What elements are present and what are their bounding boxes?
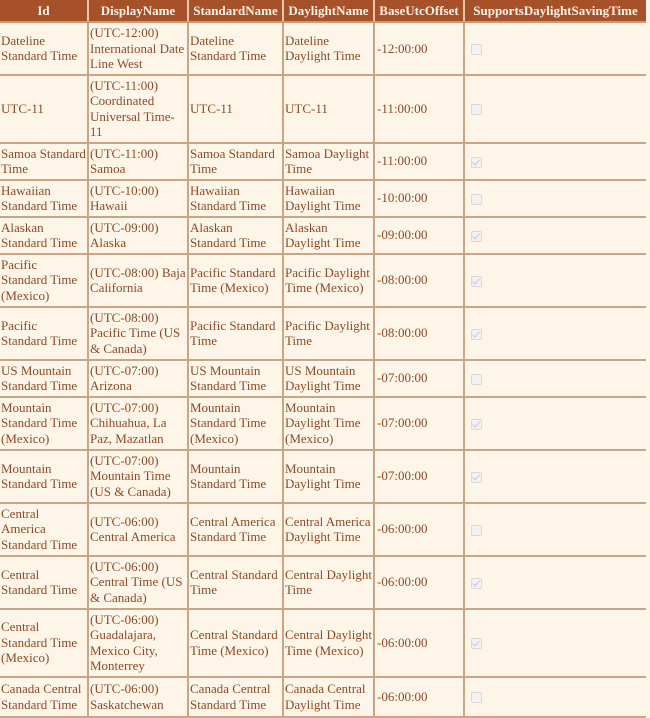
cell-baseutcoffset: -09:00:00 bbox=[374, 217, 464, 254]
checkbox-checked-icon[interactable] bbox=[471, 157, 482, 168]
cell-supportsdst bbox=[464, 143, 646, 180]
cell-id: US Mountain Standard Time bbox=[0, 360, 88, 397]
cell-id: Pacific Standard Time (Mexico) bbox=[0, 254, 88, 307]
cell-displayname: (UTC-07:00) Mountain Time (US & Canada) bbox=[88, 450, 188, 503]
table-row bbox=[0, 450, 646, 503]
cell-supportsdst bbox=[464, 254, 646, 307]
table-row bbox=[0, 180, 646, 217]
checkbox-checked-icon[interactable] bbox=[471, 638, 482, 649]
checkbox-checked-icon[interactable] bbox=[471, 231, 482, 242]
cell-displayname: (UTC-10:00) Hawaii bbox=[88, 180, 188, 217]
cell-standardname: Central America Standard Time bbox=[188, 503, 283, 556]
table-header bbox=[0, 0, 646, 22]
cell-displayname: (UTC-11:00) Coordinated Universal Time-11 bbox=[88, 75, 188, 143]
cell-id: Alaskan Standard Time bbox=[0, 217, 88, 254]
checkbox-checked-icon[interactable] bbox=[471, 419, 482, 430]
checkbox-unchecked-icon[interactable] bbox=[471, 525, 482, 536]
table-row bbox=[0, 143, 646, 180]
checkbox-unchecked-icon[interactable] bbox=[471, 692, 482, 703]
cell-id: Mountain Standard Time bbox=[0, 450, 88, 503]
cell-displayname: (UTC-06:00) Saskatchewan bbox=[88, 677, 188, 717]
checkbox-checked-icon[interactable] bbox=[471, 329, 482, 340]
cell-baseutcoffset: -07:00:00 bbox=[374, 360, 464, 397]
cell-daylightname: Mountain Daylight Time (Mexico) bbox=[283, 397, 374, 450]
cell-daylightname: Canada Central Daylight Time bbox=[283, 677, 374, 717]
cell-id: Central Standard Time (Mexico) bbox=[0, 609, 88, 677]
cell-id: UTC-11 bbox=[0, 75, 88, 143]
cell-standardname: Hawaiian Standard Time bbox=[188, 180, 283, 217]
table-row bbox=[0, 360, 646, 397]
cell-supportsdst bbox=[464, 75, 646, 143]
cell-daylightname: Pacific Daylight Time (Mexico) bbox=[283, 254, 374, 307]
cell-standardname: UTC-11 bbox=[188, 75, 283, 143]
cell-baseutcoffset: -08:00:00 bbox=[374, 254, 464, 307]
cell-id: Hawaiian Standard Time bbox=[0, 180, 88, 217]
cell-displayname: (UTC-06:00) Central America bbox=[88, 503, 188, 556]
table-row bbox=[0, 254, 646, 307]
cell-daylightname: Central Daylight Time bbox=[283, 556, 374, 609]
cell-baseutcoffset: -07:00:00 bbox=[374, 450, 464, 503]
cell-supportsdst bbox=[464, 556, 646, 609]
cell-standardname: Pacific Standard Time bbox=[188, 307, 283, 360]
cell-baseutcoffset: -07:00:00 bbox=[374, 397, 464, 450]
cell-supportsdst bbox=[464, 450, 646, 503]
table-body bbox=[0, 22, 646, 717]
table-row bbox=[0, 397, 646, 450]
checkbox-checked-icon[interactable] bbox=[471, 472, 482, 483]
column-header-id: Id bbox=[0, 0, 88, 22]
cell-displayname: (UTC-06:00) Central Time (US & Canada) bbox=[88, 556, 188, 609]
column-header-standardname: StandardName bbox=[188, 0, 283, 22]
cell-daylightname: Hawaiian Daylight Time bbox=[283, 180, 374, 217]
cell-standardname: Central Standard Time (Mexico) bbox=[188, 609, 283, 677]
cell-standardname: Alaskan Standard Time bbox=[188, 217, 283, 254]
cell-supportsdst bbox=[464, 677, 646, 717]
cell-baseutcoffset: -12:00:00 bbox=[374, 22, 464, 75]
table-row bbox=[0, 556, 646, 609]
column-header-baseutcoffset: BaseUtcOffset bbox=[374, 0, 464, 22]
cell-supportsdst bbox=[464, 180, 646, 217]
cell-standardname: US Mountain Standard Time bbox=[188, 360, 283, 397]
cell-daylightname: Alaskan Daylight Time bbox=[283, 217, 374, 254]
cell-standardname: Dateline Standard Time bbox=[188, 22, 283, 75]
cell-supportsdst bbox=[464, 397, 646, 450]
cell-daylightname: Central America Daylight Time bbox=[283, 503, 374, 556]
cell-id: Mountain Standard Time (Mexico) bbox=[0, 397, 88, 450]
cell-daylightname: Dateline Daylight Time bbox=[283, 22, 374, 75]
cell-displayname: (UTC-08:00) Pacific Time (US & Canada) bbox=[88, 307, 188, 360]
cell-displayname: (UTC-07:00) Arizona bbox=[88, 360, 188, 397]
cell-displayname: (UTC-06:00) Guadalajara, Mexico City, Monterrey bbox=[88, 609, 188, 677]
checkbox-unchecked-icon[interactable] bbox=[471, 194, 482, 205]
cell-baseutcoffset: -06:00:00 bbox=[374, 609, 464, 677]
cell-standardname: Samoa Standard Time bbox=[188, 143, 283, 180]
cell-baseutcoffset: -10:00:00 bbox=[374, 180, 464, 217]
cell-standardname: Central Standard Time bbox=[188, 556, 283, 609]
cell-supportsdst bbox=[464, 307, 646, 360]
checkbox-checked-icon[interactable] bbox=[471, 578, 482, 589]
cell-displayname: (UTC-07:00) Chihuahua, La Paz, Mazatlan bbox=[88, 397, 188, 450]
cell-baseutcoffset: -11:00:00 bbox=[374, 143, 464, 180]
table-row bbox=[0, 677, 646, 717]
column-header-supportsdst: SupportsDaylightSavingTime bbox=[464, 0, 646, 22]
cell-baseutcoffset: -08:00:00 bbox=[374, 307, 464, 360]
checkbox-unchecked-icon[interactable] bbox=[471, 104, 482, 115]
cell-supportsdst bbox=[464, 503, 646, 556]
cell-id: Canada Central Standard Time bbox=[0, 677, 88, 717]
cell-id: Samoa Standard Time bbox=[0, 143, 88, 180]
cell-daylightname: UTC-11 bbox=[283, 75, 374, 143]
checkbox-checked-icon[interactable] bbox=[471, 276, 482, 287]
table-row bbox=[0, 75, 646, 143]
cell-supportsdst bbox=[464, 609, 646, 677]
cell-displayname: (UTC-08:00) Baja California bbox=[88, 254, 188, 307]
cell-daylightname: Pacific Daylight Time bbox=[283, 307, 374, 360]
cell-baseutcoffset: -06:00:00 bbox=[374, 503, 464, 556]
table-row bbox=[0, 609, 646, 677]
cell-baseutcoffset: -06:00:00 bbox=[374, 556, 464, 609]
column-header-daylightname: DaylightName bbox=[283, 0, 374, 22]
table-row bbox=[0, 22, 646, 75]
cell-id: Central Standard Time bbox=[0, 556, 88, 609]
table-row bbox=[0, 307, 646, 360]
cell-id: Central America Standard Time bbox=[0, 503, 88, 556]
cell-supportsdst bbox=[464, 22, 646, 75]
cell-displayname: (UTC-09:00) Alaska bbox=[88, 217, 188, 254]
cell-standardname: Mountain Standard Time (Mexico) bbox=[188, 397, 283, 450]
table-row bbox=[0, 217, 646, 254]
cell-baseutcoffset: -11:00:00 bbox=[374, 75, 464, 143]
cell-daylightname: US Mountain Daylight Time bbox=[283, 360, 374, 397]
cell-daylightname: Mountain Daylight Time bbox=[283, 450, 374, 503]
cell-supportsdst bbox=[464, 217, 646, 254]
cell-standardname: Pacific Standard Time (Mexico) bbox=[188, 254, 283, 307]
cell-standardname: Mountain Standard Time bbox=[188, 450, 283, 503]
cell-id: Pacific Standard Time bbox=[0, 307, 88, 360]
cell-supportsdst bbox=[464, 360, 646, 397]
cell-baseutcoffset: -06:00:00 bbox=[374, 677, 464, 717]
cell-displayname: (UTC-12:00) International Date Line West bbox=[88, 22, 188, 75]
cell-daylightname: Samoa Daylight Time bbox=[283, 143, 374, 180]
table-row bbox=[0, 503, 646, 556]
checkbox-unchecked-icon[interactable] bbox=[471, 44, 482, 55]
cell-displayname: (UTC-11:00) Samoa bbox=[88, 143, 188, 180]
column-header-displayname: DisplayName bbox=[88, 0, 188, 22]
checkbox-unchecked-icon[interactable] bbox=[471, 374, 482, 385]
cell-standardname: Canada Central Standard Time bbox=[188, 677, 283, 717]
cell-id: Dateline Standard Time bbox=[0, 22, 88, 75]
cell-daylightname: Central Daylight Time (Mexico) bbox=[283, 609, 374, 677]
